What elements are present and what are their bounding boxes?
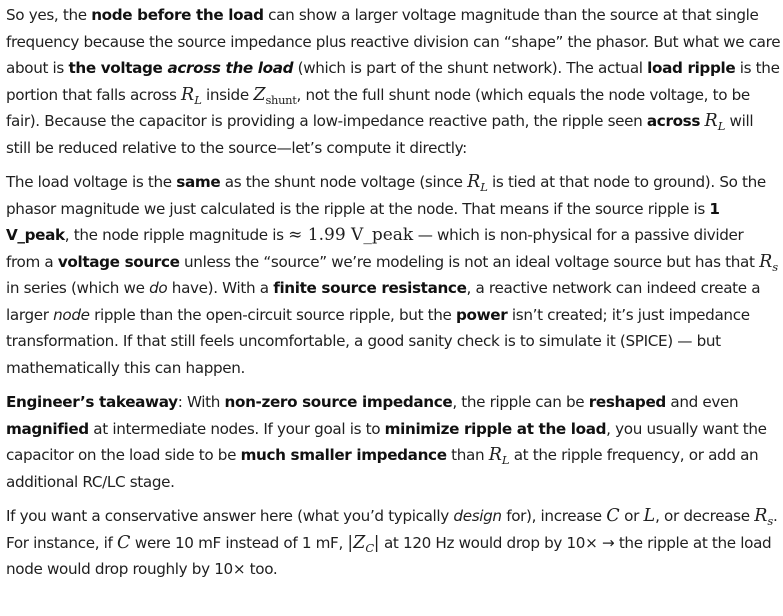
body-text: inside [201,85,254,104]
math-symbol: R [181,84,195,105]
body-text: at the ripple frequency, or add an additional RC/LC stage. [6,446,759,491]
body-text: as the shunt node voltage (since [220,173,468,191]
math-roman: | [373,532,380,553]
math-symbol: Z [253,84,266,105]
bold-text: magnified [6,419,89,438]
math-expression [253,84,297,107]
bold-text: much smaller impedance [240,446,447,464]
body-text: So yes, the [6,6,92,24]
body-text: : With [177,393,225,411]
body-text: — which is non-physical for a passive divider from a [6,226,744,271]
math-expression [117,534,130,552]
body-text: were 10 mF instead of 1 mF, [130,533,348,552]
bold-text: non-zero source impedance [224,393,453,411]
body-text: isn’t created; it’s just impedance transformation. If that still feels uncomfortable, a good sanity check is to simulate it (SPICE) — but mathematically this can happen. [6,305,750,377]
math-subscript: L [480,180,488,194]
bold-text: minimize ripple at the load [384,419,607,438]
math-expression [643,507,655,525]
bold-text: finite source resistance [273,279,467,297]
body-text: unless the “source” we’re modeling is not an ideal voltage source but has that [179,252,760,271]
bold-text: node before the load [91,6,264,24]
math-symbol: C [606,506,620,526]
italic-text: node [53,305,90,324]
math-symbol: R [754,506,768,526]
answer-document [6,2,781,591]
body-text: , a reactive network can indeed create a larger [6,279,761,324]
body-text: will still be reduced relative to the source—let’s compute it directly: [6,112,754,157]
paragraph-load-voltage [6,169,781,381]
emphasis-text: across the load [167,59,294,77]
math-expression [754,506,773,528]
body-text: or [619,507,644,525]
math-roman: | [347,532,354,553]
body-text: , the ripple can be [452,393,589,411]
body-text: at intermediate nodes. If your goal is to [88,419,385,438]
paragraph-node-before-load [6,2,781,161]
bold-text: the voltage [68,59,168,77]
math-expression [347,532,380,555]
body-text: The load voltage is the [6,173,177,191]
math-symbol: L [643,506,656,526]
body-text: , the node ripple magnitude is [64,226,289,244]
body-text: ripple than the open-circuit source ripple, but the [89,305,457,324]
bold-text: Engineer’s takeaway [6,393,178,411]
bold-text: across [646,112,701,130]
math-subscript: L [194,92,202,107]
body-text: in series (which we [6,279,150,297]
body-text: . For instance, if [6,507,778,552]
math-expression [467,172,488,194]
math-expression [488,445,510,467]
math-expression [759,251,778,274]
math-subscript: s [767,514,773,528]
math-subscript: s [772,259,778,274]
math-symbol: R [704,111,718,131]
body-text: , you usually want the capacitor on the load side to be [6,419,767,464]
math-expression [606,507,619,525]
bold-text: voltage source [57,252,180,271]
body-text: , or decrease [655,507,755,525]
math-expression [181,84,202,107]
body-text: for), increase [501,507,607,525]
bold-text: load ripple [647,59,736,77]
paragraph-engineers-takeaway [6,389,781,495]
body-text: than [446,446,489,464]
math-subscript: C [365,540,374,555]
body-text: can show a larger voltage magnitude than the source at that single frequency because the source impedance plus reactive division can “shape” the phasor. But what we care about is [6,6,781,77]
bold-text: 1 V_peak [6,199,720,244]
math-roman: ≈ 1.99 V_peak [288,225,414,245]
math-symbol: R [759,251,773,272]
italic-text: do [149,279,168,297]
italic-text: design [453,507,502,525]
bold-text: reshaped [588,393,666,411]
bold-italic-text [167,59,293,77]
bold-text: same [176,173,221,191]
body-text: (which is part of the shunt network). The actual [293,59,648,77]
body-text: have). With a [167,279,274,297]
math-subscript: shunt [265,92,297,107]
body-text: is the portion that falls across [6,59,780,104]
paragraph-conservative-answer [6,503,781,583]
math-subscript: L [501,453,510,467]
math-expression [704,111,726,133]
math-subscript: L [717,119,726,133]
body-text: at 120 Hz would drop by 10× → the ripple at the load node would drop roughly by 10× too. [6,533,772,578]
body-text: , not the full shunt node (which equals the node voltage, to be fair). Because the capacitor is providing a low-impedance reactive path, the ripple seen [6,85,750,130]
body-text: If you want a conservative answer here (what you’d typically [6,507,454,525]
math-symbol: C [117,532,131,553]
bold-text: power [456,305,508,324]
body-text: and even [665,393,739,411]
math-symbol: Z [353,532,366,553]
body-text: is tied at that node to ground). So the phasor magnitude we just calculated is the ripple at the node. That means if the source ripple is [6,173,766,218]
math-expression [288,226,413,244]
math-symbol: R [488,445,502,465]
math-symbol: R [467,172,481,192]
